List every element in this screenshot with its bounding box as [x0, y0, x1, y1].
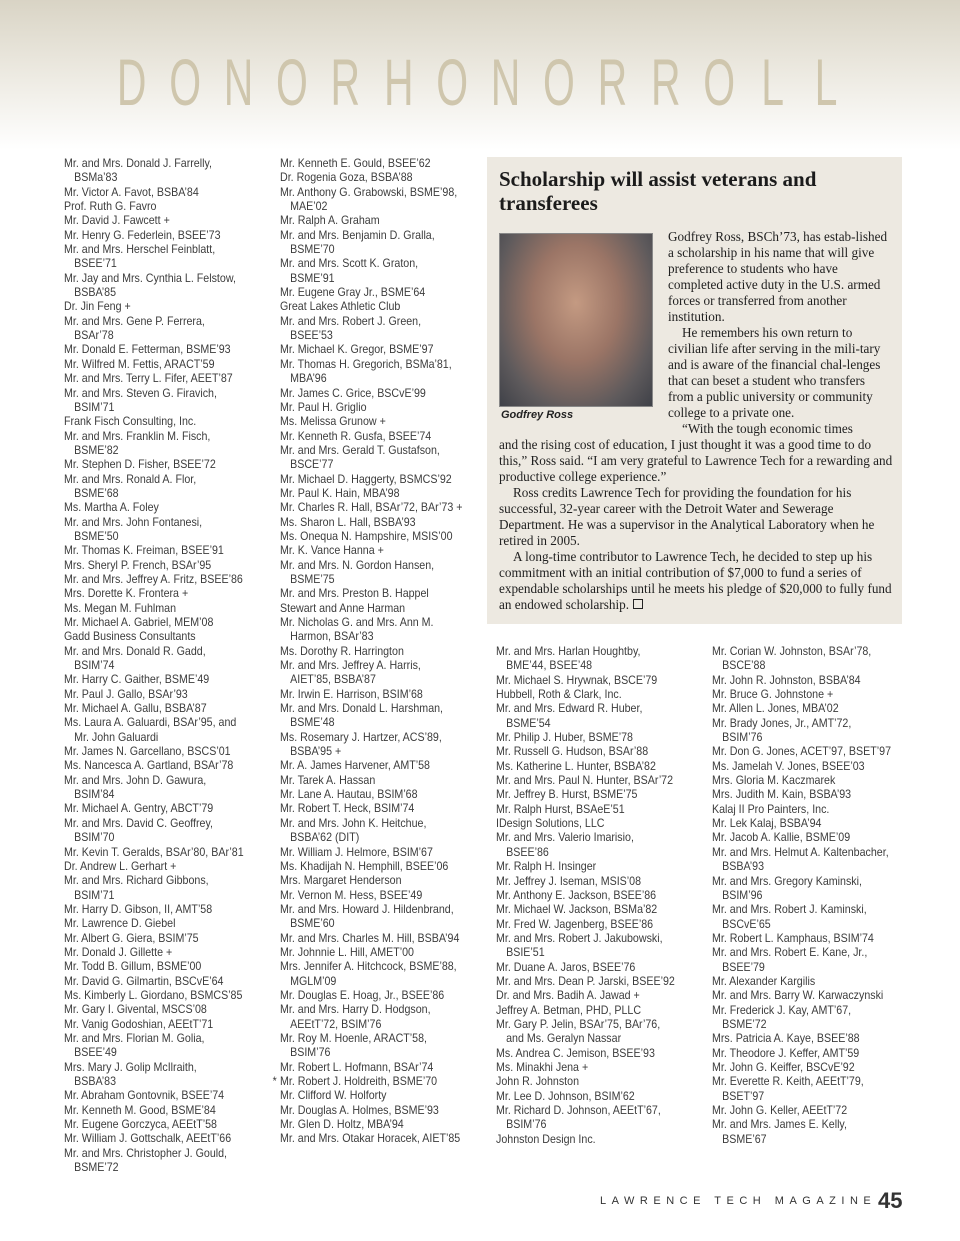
donor-entry: Mr. Wilfred M. Fettis, ARACT’59 [64, 357, 215, 371]
donor-entry: Mr. Frederick J. Kay, AMT’67, [712, 1003, 852, 1017]
banner-letter: O [276, 45, 308, 119]
donor-entry: BSBA’85 [74, 286, 117, 300]
donor-entry: Mr. Robert L. Hofmann, BSAr’74 [280, 1060, 434, 1074]
donor-entry: Mr. Philip J. Huber, BSME’78 [496, 731, 633, 745]
donor-entry: Mr. and Mrs. Gerald T. Gustafson, [280, 443, 440, 457]
banner-letter: O [436, 45, 469, 119]
donor-entry: Mr. Jacob A. Kallie, BSME’09 [712, 831, 851, 845]
end-of-story-icon [633, 599, 643, 609]
donor-entry: Mr. Robert T. Heck, BSIM’74 [280, 802, 415, 816]
donor-entry: Dr. and Mrs. Badih A. Jawad + [496, 989, 640, 1003]
donor-entry: Mr. and Mrs. Terry L. Fifer, AEET’87 [64, 372, 233, 386]
donor-entry: Mr. Kenneth M. Good, BSME’84 [64, 1103, 216, 1117]
story-paragraph-text: A long-time contributor to Lawrence Tech, he decided to step up his commitment with an initial contribution of $7,000 to fund a series of expendable scholarships until he meets his pledge of $20,000 to fully fund an endowed scholarship. [499, 549, 892, 612]
donor-entry: Mr. Michael A. Gentry, ABCT’79 [64, 802, 214, 816]
donor-column-1 [64, 157, 276, 1175]
donor-entry: Mr. Anthony G. Grabowski, BSME’98, [280, 185, 458, 199]
donor-entry: MGLM’09 [290, 974, 337, 988]
donor-entry: Mr. and Mrs. Franklin M. Fisch, [64, 429, 211, 443]
donor-entry: Mr. Vernon M. Hess, BSEE’49 [280, 888, 423, 902]
donor-entry: Mrs. Jennifer A. Hitchcock, BSME’88, [280, 960, 457, 974]
donor-entry: BSMa’83 [74, 171, 118, 185]
donor-entry: Mr. Michael W. Jackson, BSMa’82 [496, 903, 658, 917]
donor-entry: Mr. Vanig Godoshian, AEEtT’71 [64, 1017, 214, 1031]
donor-entry: Mr. and Mrs. Florian M. Golia, [64, 1031, 205, 1045]
donor-entry: Mr. William J. Gottschalk, AEEtT’66 [64, 1132, 232, 1146]
scholarship-sidebar [487, 157, 902, 624]
donor-entry: Mr. Russell G. Hudson, BSAr’88 [496, 745, 649, 759]
donor-entry: Mr. Bruce G. Johnstone + [712, 688, 834, 702]
donor-entry: Mr. Charles R. Hall, BSAr’72, BAr’73 + [280, 501, 463, 515]
donor-entry: Dr. Rogenia Goza, BSBA’88 [280, 171, 413, 185]
donor-entry: BSME’70 [290, 243, 335, 257]
donor-entry: BSME’68 [74, 486, 119, 500]
donor-entry: Mr. Lee D. Johnson, BSIM’62 [496, 1089, 635, 1103]
banner-letter: O [169, 45, 202, 119]
donor-entry: Mr. and Mrs. James E. Kelly, [712, 1118, 847, 1132]
donor-entry: Mr. Todd B. Gillum, BSME’00 [64, 960, 202, 974]
banner-letter: R [650, 45, 681, 119]
donor-entry: Great Lakes Athletic Club [280, 300, 401, 314]
donor-entry: Mr. Thomas H. Gregorich, BSMa’81, [280, 357, 452, 371]
donor-entry: Mr. and Mrs. Harry D. Hodgson, [280, 1003, 431, 1017]
donor-entry: Mr. Clifford W. Holforty [280, 1089, 387, 1103]
donor-entry: Mr. and Mrs. Scott K. Graton, [280, 257, 419, 271]
donor-entry: Mr. and Mrs. Edward R. Huber, [496, 702, 643, 716]
banner-letter: H [383, 45, 414, 119]
donor-entry: Mr. Roy M. Hoenle, ARACT’58, [280, 1031, 428, 1045]
donor-entry: Mr. Corian W. Johnston, BSAr’78, [712, 645, 872, 658]
donor-entry: Ms. Onequa N. Hampshire, MSIS’00 [280, 529, 453, 543]
donor-entry: BSIM’76 [290, 1046, 331, 1060]
donor-entry: Ms. Kimberly L. Giordano, BSMCS’85 [64, 988, 243, 1002]
magazine-name: LAWRENCE TECH MAGAZINE [600, 1195, 877, 1207]
banner-letter: N [490, 45, 521, 119]
donor-entry: Mr. Everette R. Keith, AEEtT’79, [712, 1075, 864, 1089]
donor-column-4 [712, 645, 924, 1147]
donor-entry: Ms. Jamelah V. Jones, BSEE’03 [712, 759, 865, 773]
donor-entry: Mrs. Gloria M. Kaczmarek [712, 774, 836, 788]
donor-entry: Gadd Business Consultants [64, 630, 196, 644]
story-text-right [668, 229, 890, 437]
story-paragraph: Ross credits Lawrence Tech for providing the foundation for his successful, 32-year career with the Detroit Water and Sewerage Department. He was a supervisor in the Analytical Laboratory when he retired in 2005. [499, 485, 875, 548]
donor-entry: Mr. and Mrs. Dean P. Jarski, BSEE’92 [496, 974, 675, 988]
donor-entry: Mr. Michael D. Haggerty, BSMCS’92 [280, 472, 452, 486]
donor-entry: AIET’85, BSBA’87 [290, 673, 376, 687]
banner-letter: O [543, 45, 575, 119]
donor-entry: Mr. Paul K. Hain, MBA’98 [280, 486, 400, 500]
donor-entry: Ms. Minakhi Jena + [496, 1060, 589, 1074]
donor-entry: Mr. Kenneth R. Gusfa, BSEE’74 [280, 429, 432, 443]
donor-entry: Ms. Andrea C. Jemison, BSEE’93 [496, 1046, 655, 1060]
donor-entry: Mr. and Mrs. Steven G. Firavich, [64, 386, 217, 400]
donor-entry: Mr. Abraham Gontovnik, BSEE’74 [64, 1089, 225, 1103]
donor-entry: Mr. Harry D. Gibson, II, AMT’58 [64, 902, 213, 916]
donor-entry: Mr. and Mrs. Christopher J. Gould, [64, 1146, 228, 1160]
donor-entry: BSIM’71 [74, 400, 115, 414]
donor-entry: Mr. Thomas K. Freiman, BSEE’91 [64, 544, 224, 558]
donor-entry: IDesign Solutions, LLC [496, 817, 605, 831]
donor-entry: BSME’60 [290, 917, 335, 931]
donor-entry: Mr. and Mrs. Ronald A. Flor, [64, 472, 197, 486]
donor-entry: BSME’48 [290, 716, 335, 730]
donor-entry: Mr. and Mrs. Gene P. Ferrera, [64, 314, 205, 328]
donor-entry: Ms. Dorothy R. Harrington [280, 644, 404, 658]
donor-entry: Mr. and Mrs. John K. Heitchue, [280, 816, 427, 830]
donor-entry: Mr. Jeffrey J. Iseman, MSIS’08 [496, 874, 642, 888]
donor-entry: Hubbell, Roth & Clark, Inc. [496, 688, 622, 702]
donor-entry: Kalaj II Pro Painters, Inc. [712, 802, 830, 816]
donor-entry: BSME’82 [74, 443, 119, 457]
donor-entry: BSEE’49 [74, 1046, 117, 1060]
donor-column-2 [272, 157, 492, 1147]
donor-entry: Ms. Sharon L. Hall, BSBA’93 [280, 515, 416, 529]
donor-entry: Mr. John Galuardi [74, 730, 159, 744]
donor-entry: Stewart and Anne Harman [280, 601, 406, 615]
donor-entry: Mr. and Mrs. Preston B. Happel [280, 587, 429, 601]
donor-entry: Mr. Donald E. Fetterman, BSME’93 [64, 343, 231, 357]
donor-entry: BSBA’83 [74, 1075, 117, 1088]
donor-entry: Mr. and Mrs. Donald L. Harshman, [280, 702, 444, 716]
donor-entry: Johnston Design Inc. [496, 1132, 596, 1146]
donor-entry: Mr. James C. Grice, BSCvE’99 [280, 386, 426, 400]
donor-entry: Mr. John G. Keiffer, BSCvE’92 [712, 1060, 855, 1074]
donor-entry: Dr. Jin Feng + [64, 300, 131, 314]
donor-entry: Mr. Tarek A. Hassan [280, 773, 376, 787]
donor-entry: Mr. Douglas A. Holmes, BSME’93 [280, 1103, 439, 1117]
donor-entry: Mr. Glen D. Holtz, MBA’94 [280, 1118, 404, 1132]
donor-entry: BSBA’95 + [290, 745, 342, 759]
banner-letter: D [116, 45, 147, 119]
donor-entry: Mr. Jeffrey B. Hurst, BSME’75 [496, 788, 638, 802]
donor-entry: Mr. Stephen D. Fisher, BSEE’72 [64, 458, 216, 472]
donor-entry: Mr. Allen L. Jones, MBA’02 [712, 702, 839, 716]
godfrey-ross-photo [499, 233, 653, 407]
donor-entry: Mr. Ralph Hurst, BSAeE’51 [496, 802, 625, 816]
donor-entry: Ms. Katherine L. Hunter, BSBA’82 [496, 759, 656, 773]
donor-entry: BSET’97 [722, 1089, 765, 1103]
donor-entry: Mr. Anthony E. Jackson, BSEE’86 [496, 888, 657, 902]
donor-entry: Mr. and Mrs. Jeffrey A. Fritz, BSEE’86 [64, 572, 243, 586]
donor-entry: Harmon, BSAr’83 [290, 630, 374, 644]
donor-entry: Mr. and Mrs. Paul N. Hunter, BSAr’72 [496, 774, 674, 788]
donor-entry: BSCE’88 [722, 659, 766, 673]
donor-entry: BSIM’84 [74, 788, 115, 802]
donor-entry: Mr. and Mrs. Valerio Imarisio, [496, 831, 634, 845]
donor-entry: Mr. Albert G. Giera, BSIM’75 [64, 931, 199, 945]
donor-entry: AEEtT’72, BSIM’76 [290, 1017, 382, 1031]
donor-entry: BSEE’71 [74, 257, 117, 271]
donor-entry: Mr. Michael A. Gabriel, MEM’08 [64, 616, 214, 629]
donor-entry: Mr. James N. Garcellano, BSCS’01 [64, 745, 231, 759]
donor-entry: Mr. David G. Gilmartin, BSCvE’64 [64, 974, 224, 988]
donor-entry: Mr. and Mrs. Charles M. Hill, BSBA’94 [280, 931, 460, 945]
donor-entry: Mr. Alexander Kargilis [712, 974, 816, 988]
donor-entry: Mr. Paul J. Gallo, BSAr’93 [64, 687, 188, 701]
donor-entry: BSME’50 [74, 529, 119, 543]
donor-entry: Mr. and Mrs. Benjamin D. Gralla, [280, 228, 435, 242]
donor-entry: Mr. Lane A. Hautau, BSIM’68 [280, 788, 418, 802]
donor-entry: Mr. and Mrs. Robert E. Kane, Jr., [712, 946, 868, 960]
donor-entry: MBA’96 [290, 372, 327, 386]
donor-honor-roll-banner [110, 42, 848, 122]
donor-entry: Mr. and Mrs. Robert J. Jakubowski, [496, 931, 663, 945]
donor-entry: BSBA’62 (DIT) [290, 831, 360, 845]
donor-entry: Ms. Rosemary J. Hartzer, ACS’89, [280, 730, 442, 744]
donor-entry: BSIM’70 [74, 831, 115, 845]
donor-entry: Mr. and Mrs. Howard J. Hildenbrand, [280, 902, 454, 916]
donor-entry: Mr. Lek Kalaj, BSBA’94 [712, 817, 822, 831]
donor-entry: Ms. Melissa Grunow + [280, 415, 386, 429]
donor-entry: Jeffrey A. Betman, PHD, PLLC [496, 1003, 642, 1017]
story-paragraph [499, 549, 897, 613]
donor-entry: BSEE’79 [722, 960, 765, 974]
donor-entry: BSIM’74 [74, 659, 115, 673]
donor-entry: BSIM’96 [722, 888, 763, 902]
donor-entry: Mr. and Mrs. John D. Gawura, [64, 773, 207, 787]
donor-entry: John R. Johnston [496, 1075, 580, 1089]
donor-entry: Mr. A. James Harvener, AMT’58 [280, 759, 430, 773]
story-paragraph: He remembers his own return to civilian life after serving in the mili-tary and is aware of the financial chal-lenges that can beset a student who transfers from a public university or community college to a private one. [668, 325, 881, 420]
donor-column-3 [496, 645, 708, 1147]
donor-entry: Mr. Harry C. Gaither, BSME’49 [64, 673, 210, 687]
donor-entry: BSME’91 [290, 271, 335, 285]
donor-entry: Frank Fisch Consulting, Inc. [64, 415, 197, 429]
donor-entry: Mr. Irwin E. Harrison, BSIM’68 [280, 687, 423, 701]
donor-entry: BSCvE’65 [722, 917, 771, 931]
donor-entry: BSIE’51 [506, 946, 545, 960]
donor-entry: Mr. Paul H. Griglio [280, 400, 367, 414]
donor-entry: Ms. Laura A. Galuardi, BSAr’95, and [64, 716, 237, 730]
donor-entry: Mr. Theodore J. Keffer, AMT’59 [712, 1046, 860, 1060]
donor-entry: Mr. David J. Fawcett + [64, 214, 170, 228]
banner-letter: R [597, 45, 628, 119]
donor-entry: Mr. Kevin T. Geralds, BSAr’80, BAr’81 [64, 845, 244, 859]
donor-entry: Mr. and Mrs. Otakar Horacek, AIET’85 [280, 1132, 461, 1146]
donor-entry: Mr. John G. Keller, AEEtT’72 [712, 1104, 848, 1117]
donor-entry: Mr. Nicholas G. and Mrs. Ann M. [280, 616, 434, 629]
donor-entry: Mrs. Judith M. Kain, BSBA’93 [712, 788, 852, 802]
donor-entry: BSAr’78 [74, 329, 114, 343]
donor-entry: Dr. Andrew L. Gerhart + [64, 859, 177, 873]
banner-letter: L [814, 45, 838, 119]
donor-entry: Mr. and Mrs. Robert J. Kaminski, [712, 903, 867, 917]
sidebar-title: Scholarship will assist veterans and transferees [499, 167, 817, 215]
donor-entry: Mr. Victor A. Favot, BSBA’84 [64, 185, 199, 199]
donor-entry: Mr. Johnnie L. Hill, AMET’00 [280, 945, 414, 959]
banner-letter: R [330, 45, 361, 119]
donor-entry: Prof. Ruth G. Favro [64, 200, 157, 214]
donor-entry: BSME’67 [722, 1132, 767, 1146]
donor-entry: Mr. Ralph H. Insinger [496, 860, 597, 874]
donor-entry: Mr. Gary I. Givental, MSCS’08 [64, 1003, 207, 1017]
donor-entry: Mr. and Mrs. Richard Gibbons, [64, 874, 209, 888]
donor-entry: Mr. and Mrs. Jeffrey A. Harris, [280, 659, 421, 673]
donor-entry: Mr. and Mrs. Donald R. Gadd, [64, 644, 206, 658]
donor-entry: Mrs. Sheryl P. French, BSAr’95 [64, 558, 212, 572]
donor-entry: Mrs. Margaret Henderson [280, 874, 402, 888]
donor-entry: Ms. Martha A. Foley [64, 501, 159, 515]
donor-entry: Mr. and Mrs. Gregory Kaminski, [712, 874, 862, 888]
donor-entry: Mr. Eugene Gorczyca, AEEtT’58 [64, 1118, 217, 1132]
donor-entry: Mr. Michael A. Gallu, BSBA’87 [64, 702, 207, 716]
donor-entry: Mr. and Mrs. John Fontanesi, [64, 515, 203, 529]
donor-entry: Mr. Don G. Jones, ACET’97, BSET’97 [712, 745, 892, 759]
donor-entry: Mr. John R. Johnston, BSBA’84 [712, 673, 861, 687]
donor-entry: Mr. Ralph A. Graham [280, 214, 380, 228]
banner-letter: L [761, 45, 784, 119]
donor-entry: Mr. Richard D. Johnson, AEEtT’67, [496, 1104, 661, 1117]
donor-entry: Mr. and Mrs. Robert J. Green, [280, 314, 422, 328]
donor-entry: BSEE’53 [290, 329, 333, 343]
donor-entry: Mr. and Mrs. Harlan Houghtby, [496, 645, 641, 658]
banner-letter: O [703, 45, 736, 119]
donor-entry: Mr. and Mrs. Helmut A. Kaltenbacher, [712, 845, 889, 859]
donor-entry: Mr. Robert L. Kamphaus, BSIM’74 [712, 931, 874, 945]
donor-entry-text: Mr. Robert J. Holdreith, BSME’70 [280, 1075, 438, 1088]
star-marker: * [272, 1075, 277, 1088]
donor-entry: Mr. K. Vance Hanna + [280, 544, 384, 558]
donor-entry: BSIM’71 [74, 888, 115, 902]
donor-entry: BSIM’76 [506, 1118, 547, 1132]
donor-entry: Mrs. Mary J. Golip McIlraith, [64, 1060, 197, 1074]
donor-entry: Mr. and Mrs. Donald J. Farrelly, [64, 157, 212, 170]
donor-entry: BSME’54 [506, 716, 551, 730]
donor-entry: Mr. Fred W. Jagenberg, BSEE’86 [496, 917, 654, 931]
donor-entry: Mr. Donald J. Gillette + [64, 945, 173, 959]
donor-entry: BSME’75 [290, 572, 335, 586]
donor-entry: BSME’72 [722, 1017, 767, 1031]
donor-entry: Mr. and Mrs. David C. Geoffrey, [64, 816, 213, 830]
donor-entry: Mr. Lawrence D. Giebel [64, 917, 176, 931]
donor-entry: BSME’72 [74, 1161, 119, 1175]
donor-entry: Mr. Gary P. Jelin, BSAr’75, BAr’76, [496, 1017, 661, 1031]
story-paragraph: Godfrey Ross, BSCh’73, has estab-lished a scholarship in his name that will give preference to students who have completed active duty in the U.S. armed forces or transferred from another institution. [668, 229, 888, 324]
donor-entry: Mr. Duane A. Jaros, BSEE’76 [496, 960, 636, 974]
photo-caption: Godfrey Ross [501, 409, 574, 421]
donor-entry: Mr. Michael K. Gregor, BSME’97 [280, 343, 434, 357]
story-text-full [499, 437, 897, 613]
donor-entry: BSEE’86 [506, 845, 549, 859]
donor-entry: Mr. Eugene Gray Jr., BSME’64 [280, 286, 426, 300]
donor-entry: BSCE’77 [290, 458, 334, 472]
donor-entry: Mr. Brady Jones, Jr., AMT’72, [712, 716, 852, 730]
page-number: 45 [878, 1188, 903, 1213]
donor-entry: MAE’02 [290, 200, 328, 214]
banner-letter: N [223, 45, 254, 119]
donor-entry: Ms. Megan M. Fuhlman [64, 601, 177, 615]
donor-entry: Mr. Michael S. Hrywnak, BSCE’79 [496, 673, 658, 687]
donor-entry: BSBA’93 [722, 860, 765, 874]
donor-entry: Mr. Douglas E. Hoag, Jr., BSEE’86 [280, 988, 445, 1002]
donor-entry: Mr. Henry G. Federlein, BSEE’73 [64, 228, 221, 242]
donor-entry [272, 1075, 492, 1089]
donor-entry: Mr. Kenneth E. Gould, BSEE’62 [280, 157, 431, 170]
story-paragraph: and the rising cost of education, I just thought it was a good time to do this,” Ross said. “I am very grateful to Lawrence Tech for a rewarding and productive college experience.” [499, 437, 893, 484]
donor-entry: Mr. and Mrs. Herschel Feinblatt, [64, 243, 216, 257]
donor-entry: Mr. Jay and Mrs. Cynthia L. Felstow, [64, 271, 236, 285]
donor-entry: Ms. Nancesca A. Gartland, BSAr’78 [64, 759, 234, 773]
donor-entry: BME’44, BSEE’48 [506, 659, 593, 673]
donor-entry: and Ms. Geralyn Nassar [506, 1032, 622, 1046]
story-paragraph: “With the tough economic times [682, 421, 853, 436]
donor-entry: Ms. Khadijah N. Hemphill, BSEE’06 [280, 859, 449, 873]
donor-entry: Mr. William J. Helmore, BSIM’67 [280, 845, 433, 859]
donor-entry: Mr. and Mrs. N. Gordon Hansen, [280, 558, 435, 572]
donor-entry: Mr. and Mrs. Barry W. Karwaczynski [712, 989, 884, 1003]
donor-entry: Mrs. Dorette K. Frontera + [64, 587, 189, 601]
donor-entry: Mrs. Patricia A. Kaye, BSEE’88 [712, 1032, 860, 1046]
donor-entry: BSIM’76 [722, 731, 763, 745]
